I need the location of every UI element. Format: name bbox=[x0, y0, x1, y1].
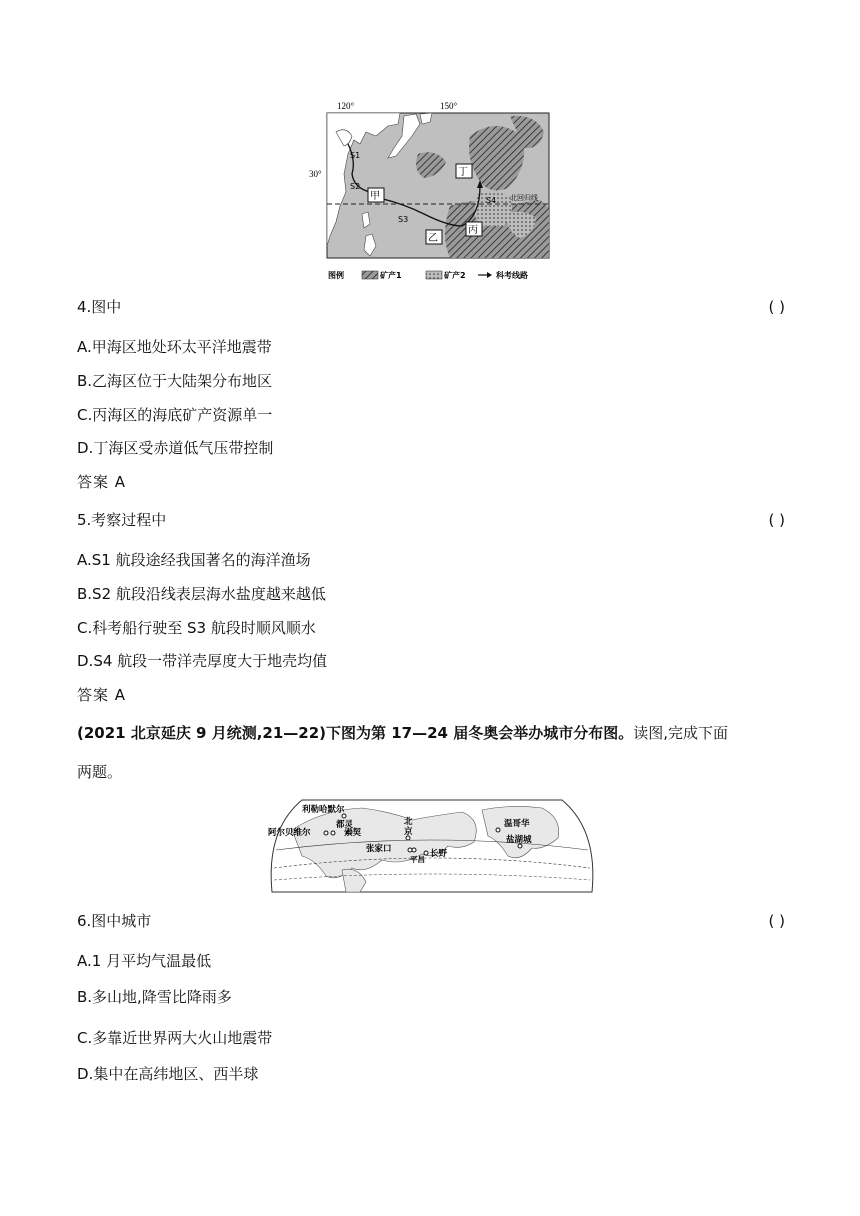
winter-olympics-map bbox=[262, 790, 600, 895]
q6-option-d: D.集中在高纬地区、西半球 bbox=[77, 1065, 259, 1083]
area-bing: 丙 bbox=[468, 225, 478, 236]
city-beijing-char: 京 bbox=[404, 827, 413, 837]
city-beijing-char: 北 bbox=[404, 817, 413, 827]
segment-s3: S3 bbox=[398, 215, 409, 224]
city-beijing bbox=[404, 816, 413, 837]
q4-stem-text: 4.图中 bbox=[77, 298, 122, 316]
q4-answer-blank: ( ) bbox=[768, 298, 785, 316]
ocean-survey-map bbox=[300, 96, 550, 286]
section-intro bbox=[77, 723, 787, 743]
q6-answer-blank: ( ) bbox=[768, 912, 785, 930]
segment-s1: S1 bbox=[350, 151, 361, 160]
city-turin: 都灵 bbox=[336, 820, 354, 830]
q6-stem bbox=[77, 911, 785, 931]
city-sochi: 索契 bbox=[344, 828, 362, 838]
segment-s4: S4 bbox=[486, 196, 497, 205]
legend-title: 图例 bbox=[328, 271, 344, 280]
city-pyeongchang: 平昌 bbox=[410, 855, 425, 864]
lon-label-150: 150° bbox=[440, 101, 458, 111]
intro-source: (2021 北京延庆 9 月统测,21—22)下图为第 17—24 届冬奥会举办城市分布图。 bbox=[77, 724, 634, 742]
q4-option-a: A.甲海区地处环太平洋地震带 bbox=[77, 338, 272, 356]
lon-label-120: 120° bbox=[337, 101, 355, 111]
lat-label-30: 30° bbox=[309, 169, 322, 179]
area-yi: 乙 bbox=[428, 233, 438, 244]
city-zhangjiakou: 张家口 bbox=[366, 844, 392, 854]
q6-option-c: C.多靠近世界两大火山地震带 bbox=[77, 1029, 273, 1047]
q5-option-d: D.S4 航段一带洋壳厚度大于地壳均值 bbox=[77, 652, 328, 670]
legend-mineral2: 矿产2 bbox=[444, 271, 466, 280]
city-vancouver: 温哥华 bbox=[504, 819, 530, 829]
q4-option-b: B.乙海区位于大陆架分布地区 bbox=[77, 372, 273, 390]
city-nagano: 长野 bbox=[430, 849, 448, 859]
city-salt-lake-city: 盐湖城 bbox=[506, 835, 532, 845]
area-ding: 丁 bbox=[458, 167, 468, 178]
q6-option-a: A.1 月平均气温最低 bbox=[77, 952, 212, 970]
q6-option-b: B.多山地,降雪比降雨多 bbox=[77, 988, 232, 1006]
q5-option-a: A.S1 航段途经我国著名的海洋渔场 bbox=[77, 551, 311, 569]
segment-s2: S2 bbox=[350, 182, 361, 191]
intro-line2: 两题。 bbox=[77, 763, 123, 781]
q4-answer: 答案 A bbox=[77, 473, 127, 491]
q5-answer: 答案 A bbox=[77, 686, 127, 704]
q6-stem-text: 6.图中城市 bbox=[77, 912, 152, 930]
tropic-label: 北回归线 bbox=[510, 194, 538, 202]
q5-answer-blank: ( ) bbox=[768, 511, 785, 529]
legend-route: 科考线路 bbox=[496, 271, 528, 280]
area-jia: 甲 bbox=[370, 191, 380, 202]
q5-option-b: B.S2 航段沿线表层海水盐度越来越低 bbox=[77, 585, 326, 603]
q5-stem bbox=[77, 510, 785, 530]
city-lillehammer: 利勒哈默尔 bbox=[302, 805, 345, 815]
city-albertville: 阿尔贝维尔 bbox=[268, 828, 311, 838]
q4-option-d: D.丁海区受赤道低气压带控制 bbox=[77, 439, 274, 457]
q4-stem bbox=[77, 297, 785, 317]
intro-rest: 读图,完成下面 bbox=[633, 724, 728, 742]
legend-mineral1: 矿产1 bbox=[380, 271, 402, 280]
q5-option-c: C.科考船行驶至 S3 航段时顺风顺水 bbox=[77, 619, 316, 637]
q5-stem-text: 5.考察过程中 bbox=[77, 511, 167, 529]
q4-option-c: C.丙海区的海底矿产资源单一 bbox=[77, 406, 273, 424]
